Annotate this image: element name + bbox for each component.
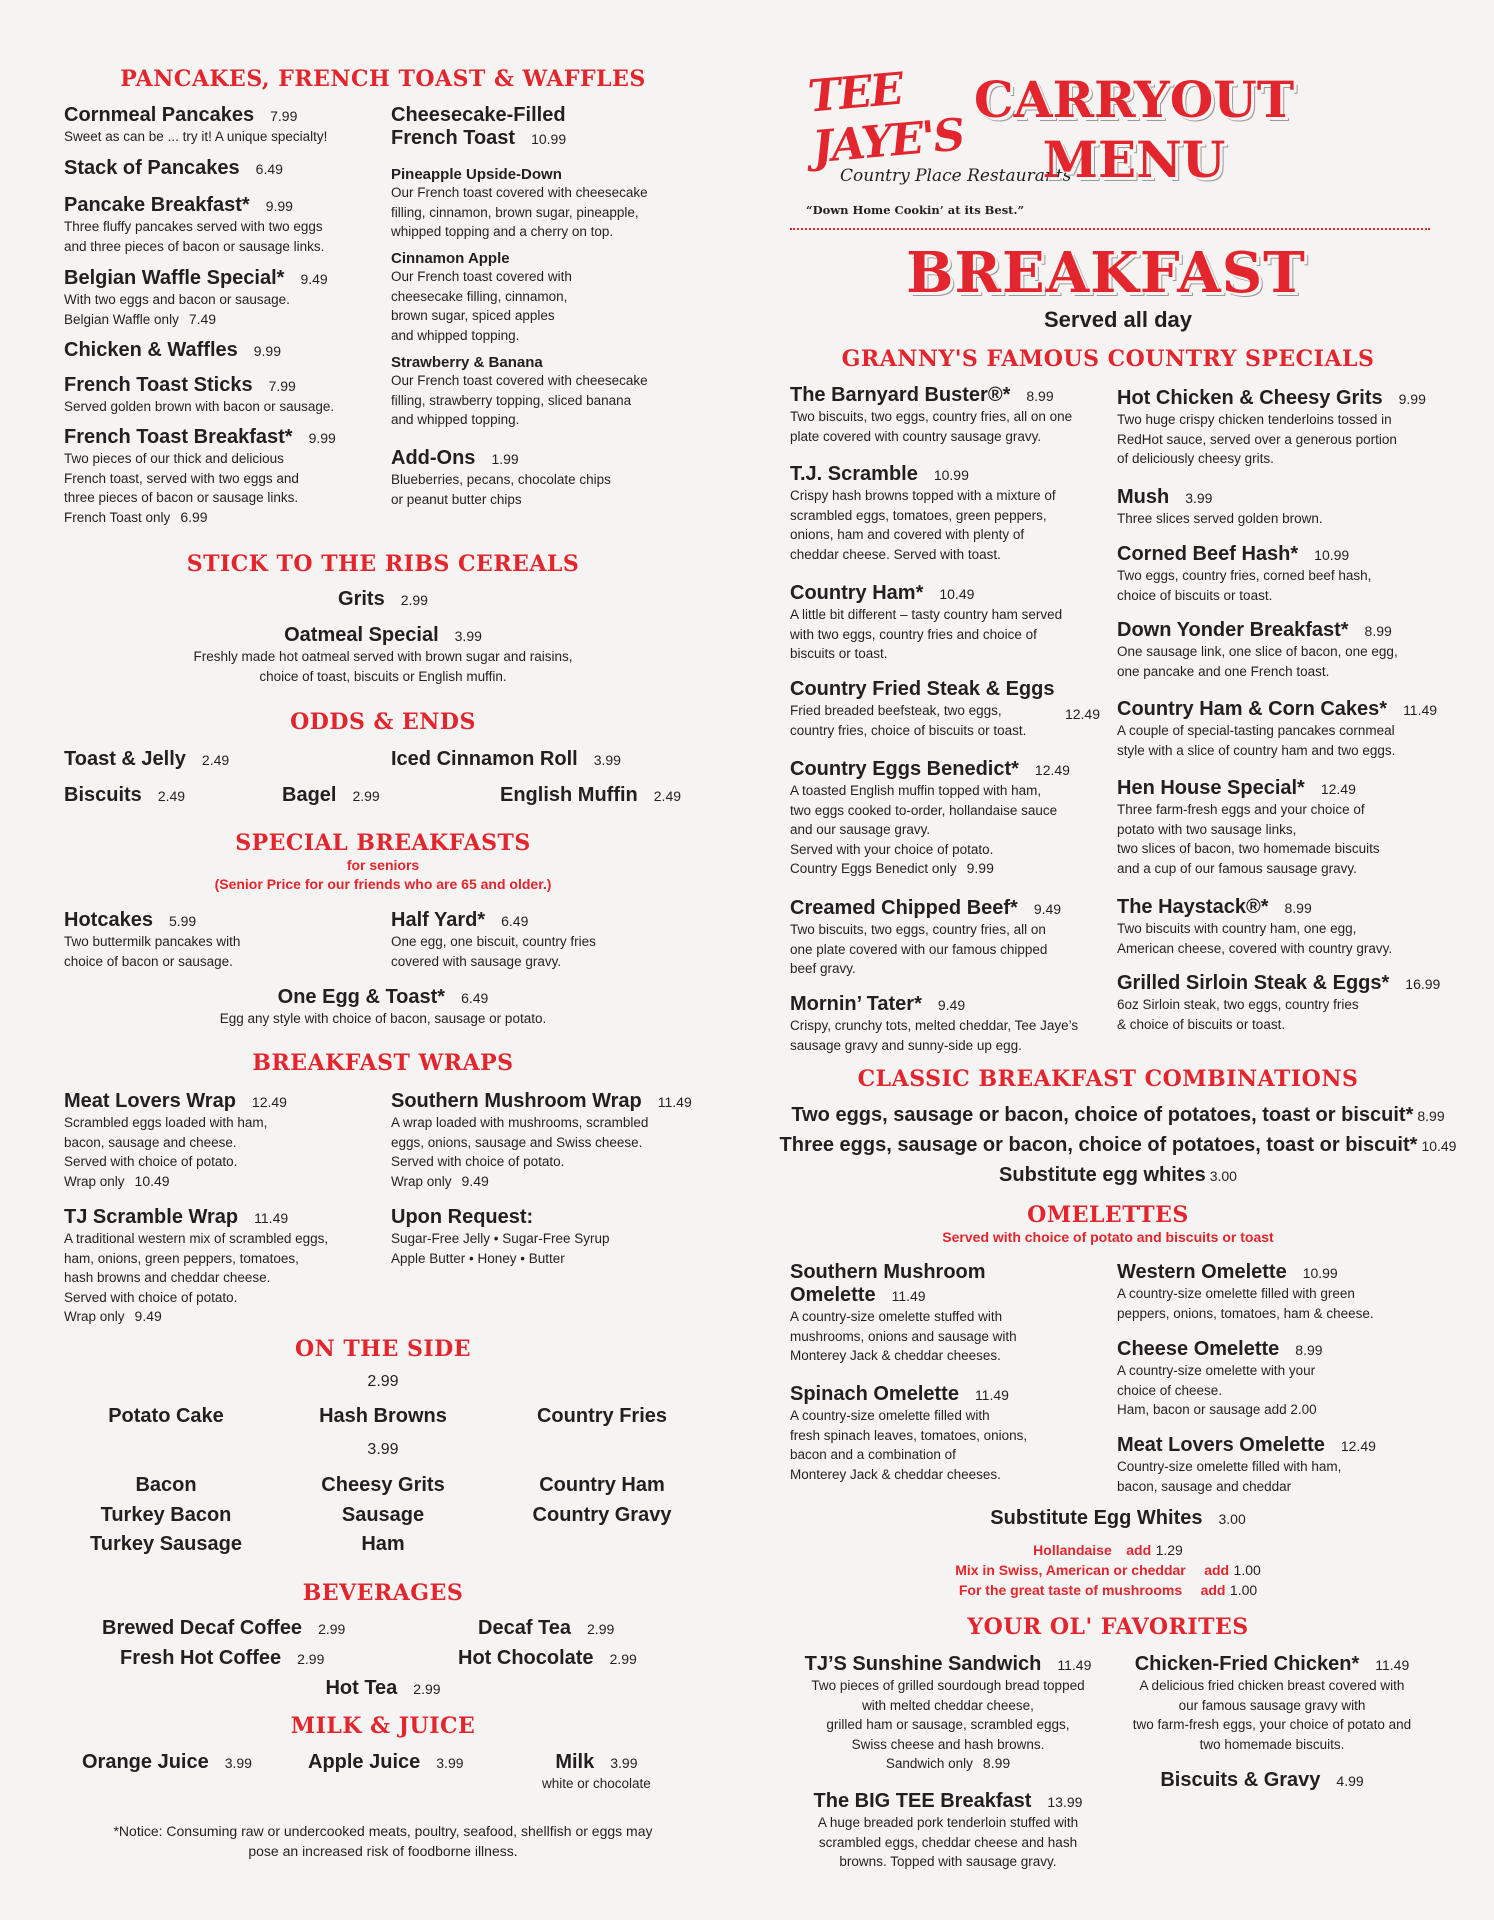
item-price: 2.49 [157,788,186,804]
item-price: 16.99 [1405,976,1441,992]
item-price: 3.99 [224,1755,252,1771]
side-price-2: 3.99 [367,1441,399,1458]
item-price: 10.49 [939,586,975,602]
item-price: 2.99 [413,1681,441,1697]
logo-sub: Country Place Restaurants [840,166,1072,186]
item-name: Country Eggs Benedict* [790,758,1019,780]
item-price: 9.99 [308,430,336,446]
item-desc: A country-size omelette stuffed with mushrooms, onions and sausage with Monterey Jack & cheddar cheeses. [790,1309,1017,1363]
item-name: French Toast Breakfast* [64,426,293,448]
item-desc: Two biscuits with country ham, one egg, American cheese, covered with country gravy. [1117,921,1393,956]
logo-tagline: “Down Home Cookin’ at its Best.” [806,203,1025,217]
menu-item-french-toast-sticks [64,374,334,417]
item-desc: A country-size omelette filled with fresh spinach leaves, tomatoes, onions, bacon and a combination of Monterey Jack & cheddar cheeses. [790,1408,1028,1482]
combo-three-eggs [780,1134,1457,1157]
item-desc: With two eggs and bacon or sausage. [64,292,290,307]
item-price: 1.99 [491,451,519,467]
item-desc: Served golden brown with bacon or sausage. [64,399,335,414]
item-name: Bagel [282,784,337,806]
menu-item-big-tee [788,1790,1108,1872]
menu-item-corn-cakes [1117,698,1437,760]
item-name: Pineapple Upside-Down [391,166,562,183]
item-name: Two eggs, sausage or bacon, choice of potatoes, toast or biscuit* [791,1104,1414,1126]
side-turkey-sausage: Turkey Sausage [90,1533,242,1555]
item-price: 2.49 [201,752,230,768]
item-price: 8.99 [1284,900,1312,916]
item-name: The BIG TEE Breakfast [813,1790,1032,1812]
item-name-line2: French Toast [391,127,516,149]
item-name: Spinach Omelette [790,1383,959,1405]
item-desc: Two pieces of grilled sourdough bread topped with melted cheddar cheese, grilled ham or sausage, scrambled eggs, Swiss cheese and hash browns. [811,1678,1085,1752]
side-potato-cake: Potato Cake [108,1405,224,1427]
item-name: Oatmeal Special [284,624,439,646]
addon-price: 1.00 [1233,1562,1261,1578]
item-name: Down Yonder Breakfast* [1117,619,1349,641]
item-name: Grilled Sirloin Steak & Eggs* [1117,972,1390,994]
item-desc: Fried breaded beefsteak, two eggs, country fries, choice of biscuits or toast. [790,703,1027,738]
section-odds-title: ODDS & ENDS [290,709,476,735]
bev-decaf-coffee [102,1617,345,1640]
item-desc: One sausage link, one slice of bacon, one egg, one pancake and one French toast. [1117,644,1398,679]
item-desc: A delicious fried chicken breast covered with our famous sausage gravy with two farm-fresh eggs, your choice of potato and two homemade biscuits. [1132,1678,1412,1752]
item-name: Add-Ons [391,447,476,469]
item-desc: A toasted English muffin topped with ham, two eggs cooked to-order, hollandaise sauce and our sausage gravy. Served with your choice of potato. [790,783,1058,857]
item-price: 8.99 [1295,1342,1323,1358]
item-name: Stack of Pancakes [64,157,240,179]
addon-mushrooms [959,1582,1257,1600]
side-sausage: Sausage [341,1504,425,1526]
menu-item-chicken-waffles [64,339,281,362]
item-desc: A wrap loaded with mushrooms, scrambled eggs, onions, sausage and Swiss cheese. Served with choice of potato. [391,1115,649,1169]
menu-item-pineapple [391,166,648,242]
menu-item-sunshine [788,1653,1108,1774]
item-only: Belgian Waffle only [64,311,179,327]
item-price: 6.49 [461,990,489,1006]
item-name: The Haystack®* [1117,896,1269,918]
combo-two-eggs [791,1104,1444,1127]
item-name: Chicken & Waffles [64,339,238,361]
juice-orange [82,1751,252,1774]
item-desc: Our French toast covered with cheesecake filling, strawberry topping, sliced banana and whipped topping. [391,373,648,427]
item-name-line1: Southern Mushroom [790,1261,986,1283]
item-name: TJ’S Sunshine Sandwich [804,1653,1042,1675]
item-price: 12.49 [1034,762,1070,778]
section-favorites-title: YOUR OL' FAVORITES [967,1614,1249,1640]
item-price: 11.49 [974,1387,1009,1403]
item-price: 2.99 [609,1651,637,1667]
item-price: 9.99 [265,198,293,214]
item-name: Western Omelette [1117,1261,1287,1283]
section-omelettes-title: OMELETTES [1027,1202,1189,1228]
item-price: 6.49 [255,161,283,177]
item-only-price: 6.99 [180,508,208,525]
item-name: Fresh Hot Coffee [120,1647,282,1669]
item-only: Wrap only [64,1309,125,1324]
item-only: French Toast only [64,509,171,525]
item-name: Hot Chocolate [458,1647,594,1669]
logo-name-text: TEE JAYE'S [805,63,966,174]
addon-add: add [1200,1582,1226,1598]
menu-item-cfc [1112,1653,1432,1754]
menu-item-barnyard [790,384,1072,446]
special-sub1: for seniors [346,857,420,873]
section-classic-title: CLASSIC BREAKFAST COMBINATIONS [857,1066,1359,1092]
side-country-ham: Country Ham [539,1474,665,1496]
menu-item-southern-omelette [790,1261,1017,1366]
item-price: 3.00 [1209,1168,1237,1184]
item-only-price: 10.49 [134,1172,170,1189]
item-price: 12.49 [1340,1438,1376,1454]
dotted-divider [790,228,1430,230]
section-special-title: SPECIAL BREAKFASTS [235,830,531,856]
bev-hot-chocolate [458,1647,637,1670]
item-desc: Crispy hash browns topped with a mixture of scrambled eggs, tomatoes, green peppers, onions, ham and covered with plenty of cheddar cheese. Served with toast. [790,488,1056,562]
item-price: 10.99 [1302,1265,1338,1281]
item-desc: Two eggs, country fries, corned beef hash, choice of biscuits or toast. [1117,568,1372,603]
item-name: Chicken-Fried Chicken* [1134,1653,1360,1675]
item-price: 11.49 [1403,702,1438,718]
item-price: 3.99 [454,628,482,644]
item-only: Country Eggs Benedict only [790,861,957,876]
side-turkey-bacon: Turkey Bacon [100,1504,232,1526]
section-beverages-title: BEVERAGES [302,1580,464,1606]
item-desc: Two pieces of our thick and delicious French toast, served with two eggs and three pieces of bacon or sausage links. [64,451,299,505]
item-desc: Sweet as can be ... try it! A unique specialty! [64,129,328,144]
menu-item-bagel [282,784,380,807]
item-price: 10.49 [1421,1138,1457,1154]
item-desc: A couple of special-tasting pancakes cornmeal style with a slice of country ham and two eggs. [1117,723,1396,758]
item-desc: Scrambled eggs loaded with ham, bacon, sausage and cheese. Served with choice of potato. [64,1115,268,1169]
menu-title: MENU [1042,130,1226,189]
item-desc: One egg, one biscuit, country fries covered with sausage gravy. [391,934,596,969]
item-desc: Two huge crispy chicken tenderloins tossed in RedHot sauce, served over a generous portion of deliciously cheesy grits. [1117,412,1397,466]
item-name: One Egg & Toast* [277,986,446,1008]
section-milk-title: MILK & JUICE [290,1713,476,1739]
item-price: 9.49 [300,271,328,287]
item-price: 11.49 [891,1288,926,1304]
item-desc: Our French toast covered with cheesecake filling, cinnamon, brown sugar, spiced apples and whipped topping. [391,269,572,343]
breakfast-title: BREAKFAST [906,240,1306,306]
item-only-price: 9.99 [966,860,994,876]
section-side-title: ON THE SIDE [294,1336,472,1362]
item-name: Country Ham* [790,582,924,604]
item-price: 3.99 [593,752,621,768]
item-only-price: 9.49 [134,1308,162,1324]
menu-item-stack [64,157,283,180]
menu-item-western-omelette [1117,1261,1374,1323]
addon-mix-cheese [955,1562,1261,1580]
addon-label: Hollandaise [1033,1542,1112,1558]
served-all-day: Served all day [1044,307,1192,332]
omelette-egg-whites [990,1507,1245,1530]
menu-item-biscuits-gravy [1160,1769,1363,1792]
menu-item-corned-beef [1117,543,1371,605]
item-name-line1: Cheesecake-Filled [391,104,566,126]
menu-item-cheesecake-toast [391,104,566,150]
menu-item-down-yonder [1117,619,1398,681]
menu-item-mushroom-wrap [391,1090,692,1191]
item-price: 8.99 [1364,623,1392,639]
side-country-gravy: Country Gravy [532,1504,672,1526]
menu-item-cornmeal [64,104,327,147]
item-desc: Three slices served golden brown. [1117,511,1323,526]
upon-request [391,1206,610,1268]
menu-item-mush [1117,486,1323,529]
item-desc: A country-size omelette filled with green peppers, onions, tomatoes, ham & cheese. [1117,1286,1374,1321]
menu-item-sirloin [1117,972,1440,1034]
item-only-price: 9.49 [461,1172,489,1189]
menu-item-half-yard [391,909,596,971]
item-desc: Two biscuits, two eggs, country fries, all on one plate covered with our famous chipped beef gravy. [790,922,1048,976]
addon-add: add [1204,1562,1230,1578]
item-price: 11.49 [254,1210,289,1226]
item-desc: 6oz Sirloin steak, two eggs, country fries & choice of biscuits or toast. [1117,997,1359,1032]
item-price: 2.99 [318,1621,346,1637]
item-price: 9.49 [937,997,966,1013]
item-price: 10.99 [531,131,567,147]
item-name: Hot Tea [325,1677,398,1699]
item-price: 12.49 [251,1094,287,1110]
menu-item-cinnamon-roll [391,748,621,771]
item-name-line2: Omelette [790,1284,876,1306]
menu-item-addons [391,447,611,509]
item-price: 10.99 [933,467,969,483]
item-add: Ham, bacon or sausage add [1117,1402,1287,1417]
item-name: Apple Juice [308,1751,421,1773]
item-price: 7.99 [268,378,296,394]
item-name: Cinnamon Apple [391,250,510,267]
addon-price: 1.29 [1155,1542,1183,1558]
item-price: 8.99 [1417,1108,1445,1124]
item-desc: A traditional western mix of scrambled eggs, ham, onions, green peppers, tomatoes, hash browns and cheddar cheese. Served with choice of potato. [64,1231,329,1305]
item-desc: Egg any style with choice of bacon, sausage or potato. [219,1011,547,1026]
item-price: 11.49 [1057,1657,1092,1673]
menu-item-haystack [1117,896,1392,958]
side-bacon: Bacon [135,1474,197,1496]
item-name: Country Fried Steak & Eggs [790,678,1055,700]
item-name: Meat Lovers Omelette [1117,1434,1325,1456]
menu-item-eggs-benedict [790,758,1070,879]
side-price-1: 2.99 [367,1373,399,1390]
item-name: Decaf Tea [478,1617,572,1639]
side-cheesy-grits: Cheesy Grits [321,1474,445,1496]
item-name: Mush [1117,486,1170,508]
item-name: Cornmeal Pancakes [64,104,255,126]
menu-item-hen-house [1117,777,1380,878]
item-only: Wrap only [64,1173,125,1189]
item-price: 12.49 [1320,781,1356,797]
item-price: 3.00 [1218,1511,1246,1527]
item-price: 8.99 [1026,388,1054,404]
item-name: Orange Juice [82,1751,209,1773]
item-name: Hot Chicken & Cheesy Grits [1117,387,1383,409]
menu-item-grits [338,588,428,611]
item-only: Sandwich only [885,1756,973,1771]
item-desc: A little bit different – tasty country ham served with two eggs, country fries and choice of biscuits or toast. [790,607,1063,661]
menu-item-hot-chicken [1117,387,1426,469]
item-desc: Three fluffy pancakes served with two eggs and three pieces of bacon or sausage links. [64,219,325,254]
omelettes-sub: Served with choice of potato and biscuits or toast [942,1229,1274,1245]
item-name: Substitute egg whites [999,1164,1206,1186]
menu-item-strawberry-banana [391,354,648,430]
menu-item-tj-scramble-wrap [64,1206,328,1327]
item-desc: white or chocolate [542,1776,651,1791]
item-name: Half Yard* [391,909,486,931]
side-hash-browns: Hash Browns [319,1405,447,1427]
item-name: English Muffin [500,784,638,806]
item-name: The Barnyard Buster®* [790,384,1011,406]
item-price: 9.99 [1398,391,1426,407]
item-name: Biscuits [64,784,142,806]
item-add-price: 2.00 [1290,1402,1317,1417]
side-country-fries: Country Fries [536,1405,668,1427]
bev-decaf-tea [478,1617,614,1640]
menu-item-tj-scramble [790,463,1056,564]
item-name: Toast & Jelly [64,748,186,770]
item-price: 5.99 [168,913,197,929]
item-name: Brewed Decaf Coffee [102,1617,303,1639]
item-desc: Two biscuits, two eggs, country fries, all on one plate covered with country sausage gravy. [790,409,1073,444]
addon-label: For the great taste of mushrooms [958,1582,1183,1598]
special-sub2: (Senior Price for our friends who are 65 and older.) [214,876,552,892]
item-price: 12.49 [1064,706,1100,722]
bev-hot-coffee [120,1647,324,1670]
item-price: 11.49 [657,1094,692,1110]
item-only: Wrap only [391,1173,452,1189]
item-name: Biscuits & Gravy [1160,1769,1321,1791]
notice: *Notice: Consuming raw or undercooked meats, poultry, seafood, shellfish or eggs may pose an increased risk of foodborne illness. [113,1823,653,1859]
item-price: 3.99 [436,1755,464,1771]
menu-item-french-toast-breakfast [64,426,336,527]
item-only-price: 8.99 [982,1755,1011,1771]
section-wraps-title: BREAKFAST WRAPS [252,1050,514,1076]
side-ham: Ham [361,1533,405,1555]
item-name: Strawberry & Banana [391,354,543,371]
item-name: Substitute Egg Whites [990,1507,1203,1529]
menu-item-spinach-omelette [790,1383,1027,1484]
menu-item-english-muffin [500,784,681,807]
menu-item-one-egg [83,986,683,1029]
combo-egg-whites [999,1164,1237,1187]
item-price: 9.49 [1033,901,1062,917]
addon-price: 1.00 [1229,1582,1258,1598]
item-desc: A country-size omelette with your choice of cheese. [1117,1363,1316,1398]
item-name: Mornin’ Tater* [790,993,922,1015]
item-price: 2.99 [587,1621,615,1637]
item-price: 9.99 [253,343,281,359]
item-name: Hotcakes [64,909,153,931]
item-name: Creamed Chipped Beef* [790,897,1018,919]
item-desc: Freshly made hot oatmeal served with brown sugar and raisins, choice of toast, biscuits or English muffin. [193,649,573,684]
item-desc: Country-size omelette filled with ham, bacon, sausage and cheddar [1117,1459,1342,1494]
item-price: 10.99 [1314,547,1350,563]
item-name: Country Ham & Corn Cakes* [1117,698,1388,720]
item-name: Southern Mushroom Wrap [391,1090,642,1112]
item-name: Milk [555,1751,595,1773]
menu-item-creamed-beef [790,897,1061,979]
item-desc: Three farm-fresh eggs and your choice of potato with two sausage links, two slices of bacon, two homemade biscuits and a cup of our famous sausage gravy. [1117,802,1380,876]
item-desc: Our French toast covered with cheesecake filling, cinnamon, brown sugar, pineapple, whipped topping and a cherry on top. [391,185,648,239]
item-name: Iced Cinnamon Roll [391,748,578,770]
carryout-title: CARRYOUT [973,70,1295,129]
addon-add: add [1126,1542,1152,1558]
item-price: 13.99 [1047,1794,1083,1810]
menu-item-pancake-breakfast [64,194,324,256]
item-name: T.J. Scramble [790,463,918,485]
item-desc: Blueberries, pecans, chocolate chips or peanut butter chips [391,472,611,507]
item-name: Grits [338,588,385,610]
item-price: 3.99 [1185,490,1213,506]
menu-item-biscuits [64,784,185,807]
item-price: 7.99 [270,108,298,124]
menu-item-meat-lovers-wrap [64,1090,287,1191]
item-name: Hen House Special* [1117,777,1305,799]
item-price: 6.49 [501,913,529,929]
section-granny-title: GRANNY'S FAMOUS COUNTRY SPECIALS [841,346,1375,372]
item-desc: Crispy, crunchy tots, melted cheddar, Tee Jaye’s sausage gravy and sunny-side up egg. [790,1018,1079,1053]
item-price: 2.49 [653,788,682,804]
menu-item-fried-steak [790,678,1100,740]
item-price: 2.99 [297,1651,325,1667]
item-desc: A huge breaded pork tenderloin stuffed with scrambled eggs, cheddar cheese and hash browns. Topped with sausage gravy. [817,1815,1079,1869]
section-cereals-title: STICK TO THE RIBS CEREALS [186,551,580,577]
milk-item [542,1751,651,1794]
menu-item-country-ham [790,582,1062,664]
bev-hot-tea [325,1677,440,1700]
item-price: 2.99 [352,788,380,804]
menu-item-mornin-tater [790,993,1078,1055]
item-desc: Sugar-Free Jelly • Sugar-Free Syrup Apple Butter • Honey • Butter [391,1231,610,1266]
menu-item-oatmeal [83,624,683,686]
juice-apple [308,1751,464,1774]
item-price: 11.49 [1375,1657,1410,1673]
item-name: Belgian Waffle Special* [64,267,285,289]
addon-hollandaise [1033,1542,1183,1560]
section-pancakes-title: PANCAKES, FRENCH TOAST & WAFFLES [120,66,646,92]
item-name: Three eggs, sausage or bacon, choice of potatoes, toast or biscuit* [779,1134,1418,1156]
item-name: TJ Scramble Wrap [64,1206,239,1228]
menu-item-belgian [64,267,328,329]
item-name: Pancake Breakfast* [64,194,250,216]
item-desc: Two buttermilk pancakes with choice of bacon or sausage. [64,934,241,969]
menu-item-toast-jelly [64,748,229,771]
item-price: 4.99 [1336,1773,1364,1789]
item-name: Cheese Omelette [1117,1338,1280,1360]
menu-item-cinnamon-apple [391,250,572,345]
menu-item-meat-omelette [1117,1434,1376,1496]
item-name: Corned Beef Hash* [1117,543,1299,565]
item-price: 3.99 [610,1755,638,1771]
item-name: French Toast Sticks [64,374,253,396]
item-name: Upon Request: [391,1206,534,1228]
menu-item-cheese-omelette [1117,1338,1323,1420]
addon-label: Mix in Swiss, American or cheddar [955,1562,1186,1578]
item-price: 2.99 [400,592,428,608]
menu-item-hotcakes [64,909,240,971]
item-only-price: 7.49 [188,310,217,327]
item-name: Meat Lovers Wrap [64,1090,236,1112]
